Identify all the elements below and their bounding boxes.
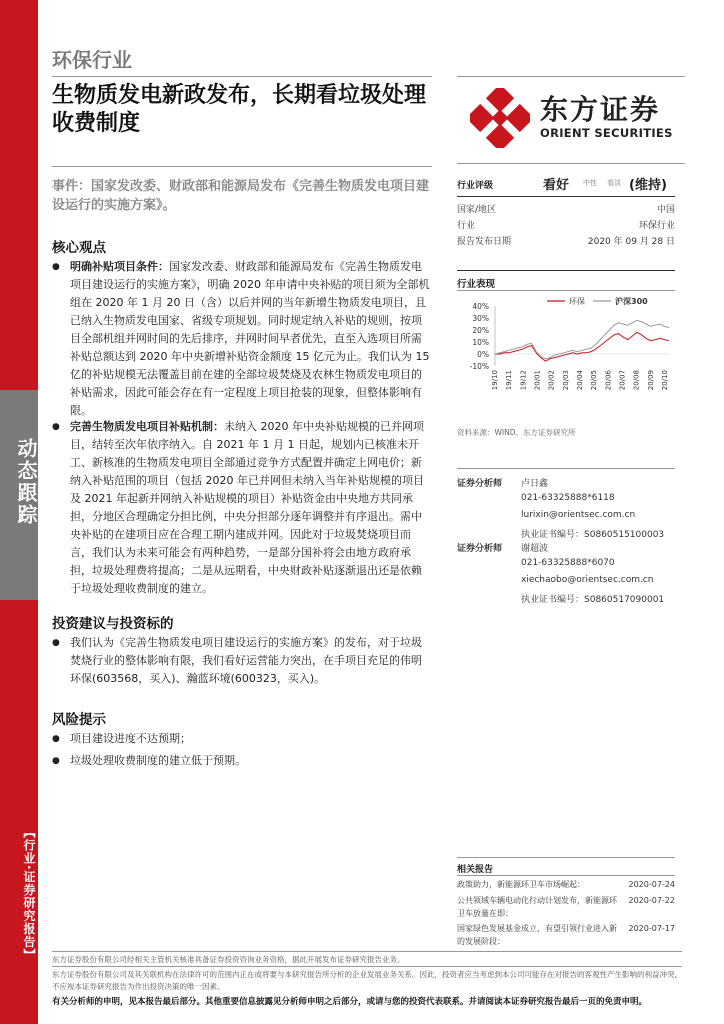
x-tick-label: 20/09 (646, 370, 655, 391)
related-report[interactable] (457, 878, 675, 891)
y-tick-label: 20% (472, 326, 489, 335)
info-key: 行业 (457, 221, 476, 231)
analyst-name: 谢超波 (521, 544, 549, 554)
bullet-icon: ● (52, 756, 60, 766)
header-rule (52, 76, 432, 77)
related-date: 2020-07-24 (628, 880, 675, 889)
core-point (52, 258, 432, 420)
x-tick-label: 20/06 (604, 370, 613, 391)
related-report[interactable] (457, 894, 675, 920)
related-rule (457, 875, 675, 876)
x-tick-label: 20/03 (561, 370, 570, 391)
invest-point (52, 634, 432, 688)
bullet-icon: ● (52, 638, 60, 648)
report-category-label: 【行业·证券研究报告】 (22, 826, 36, 962)
related-heading: 相关报告 (457, 865, 494, 875)
analyst-license: 执业证书编号：S0860515100003 (521, 530, 665, 540)
x-tick-label: 20/05 (590, 370, 599, 391)
x-tick-label: 20/10 (661, 370, 669, 391)
y-tick-label: -10% (469, 362, 489, 371)
analyst-rule (457, 468, 675, 469)
chart-title: 行业表现 (457, 279, 496, 290)
chart-rule (457, 270, 675, 271)
invest-heading: 投资建议与投资标的 (52, 616, 174, 632)
analyst-email[interactable]: xiechaobo@orientsec.com.cn (521, 575, 654, 585)
analyst-phone: 021-63325888*6070 (521, 558, 615, 568)
info-value: 中国 (656, 205, 675, 215)
bullet-icon: ● (52, 734, 60, 744)
x-tick-label: 20/04 (576, 370, 584, 391)
industry-label: 环保行业 (52, 48, 132, 72)
bullet-icon: ● (52, 422, 60, 432)
risk-item (52, 730, 432, 748)
side-bar-top (0, 0, 38, 390)
info-key: 报告发布日期 (457, 237, 512, 247)
point-text: 未纳入 2020 年中央补贴规模的已并网项目，结转至次年依序纳入。自 2021 年 1 月 1 日起，规划内已核准未开工、新核准的生物质发电项目全部通过竞争方式配置并确定上网电价；新纳入补贴范围的项目（包括 2020 年已并网但未纳入当年补贴规模的项目及 2021 年起新并网纳入补贴规模的项目）补贴资金由中央地方共同承担，分地区合理确定分担比例，中央分担部分逐年调整并有序退出。需中央补贴的在建项目应在合理工期内建成并网。因此对于垃圾焚烧项目而言，我们认为未来可能会有两种趋势，一是部分国补将会由地方政府承担，垃圾处理费将提高；二是从远期看，中央财政补贴逐渐退出还是依赖于垃圾处理收费制度的建立。 (70, 420, 424, 595)
logo-mark-icon (470, 88, 530, 148)
report-type-label: 动态跟踪 (14, 438, 38, 526)
risk-text: 垃圾处理收费制度的建立低于预期。 (70, 754, 246, 767)
x-tick-label: 20/02 (547, 370, 556, 391)
related-date: 2020-07-22 (628, 896, 675, 905)
rating-neutral: 中性 (583, 179, 597, 187)
core-heading: 核心观点 (52, 240, 106, 256)
point-lead: 完善生物质发电项目补贴机制： (70, 420, 224, 433)
x-tick-label: 19/12 (519, 370, 528, 391)
related-report[interactable] (457, 922, 675, 948)
logo-chinese-name: 东方证券 (540, 93, 661, 126)
chart-title-rule (457, 290, 675, 291)
related-title[interactable]: 公共领域车辆电动化行动计划发布，新能源环卫车放量在即： (457, 896, 617, 918)
y-tick-label: 10% (472, 338, 489, 347)
rating-rule (457, 196, 675, 197)
analyst-role: 证券分析师 (457, 479, 503, 489)
footer-rule (52, 951, 682, 952)
point-text: 国家发改委、财政部和能源局发布《完善生物质发电项目建设运行的实施方案》，明确 2020 年申请中央补贴的项目须为全部机组在 2020 年 1 月 20 日（含）以后并网的当年新增生物质发电项目，且已纳入生物质发电国家、省级专项规划。同时规定纳入补贴的规则，按项目全部机组并网时间的先后排序，并网时间早者优先，直至入选项目所需补贴总额达到 2020 年中央新增补贴资金额度 15 亿元为止。我们认为 15 亿的补贴规模无法覆盖目前在建的全部垃圾焚烧及农林生物质发电项目的补贴需求，因此可能会存在有一定程度上项目抢装的现象，但整体影响有限。 (70, 260, 430, 417)
footer-rule (52, 966, 682, 967)
info-key: 国家/地区 (457, 205, 497, 215)
header-rule-right (457, 76, 685, 77)
core-point (52, 418, 432, 598)
x-tick-label: 20/07 (618, 370, 627, 391)
info-value: 2020 年 09 月 28 日 (587, 237, 675, 247)
rating-maintain: (维持) (629, 178, 667, 193)
x-tick-label: 20/08 (632, 370, 641, 391)
disclaimer-line: 东方证券股份有限公司及其关联机构在法律许可的范围内正在或将要与本研究报告所分析的企业发展业务关系。因此，投资者应当考虑到本公司可能存在对报告的客观性产生影响的利益冲突，不应视本证券研究报告为作出投资决策的唯一因素。 (52, 970, 682, 991)
y-tick-label: 30% (472, 314, 489, 323)
bullet-icon: ● (52, 262, 60, 272)
report-title: 生物质发电新政发布，长期看垃圾处理收费制度 (52, 83, 427, 136)
event-summary: 事件：国家发改委、财政部和能源局发布《完善生物质发电项目建设运行的实施方案》。 (52, 179, 430, 213)
x-tick-label: 19/11 (505, 370, 514, 391)
rating-bearish: 看淡 (607, 179, 621, 187)
logo-english-name: ORIENT SECURITIES (540, 126, 673, 140)
analyst-name: 卢日鑫 (521, 479, 549, 489)
disclaimer-line: 东方证券股份有限公司经相关主管机关核准具备证券投资咨询业务资格，据此开展发布证券研究报告业务。 (52, 955, 405, 964)
risk-heading: 风险提示 (52, 712, 106, 728)
legend-label: 沪深300 (615, 297, 648, 306)
analyst-email[interactable]: lurixin@orientsec.com.cn (521, 510, 636, 520)
event-rule (52, 166, 432, 167)
risk-item (52, 752, 432, 770)
rating-good: 看好 (543, 178, 570, 193)
x-tick-label: 20/01 (533, 370, 542, 391)
right-rule (457, 163, 685, 164)
x-tick-label: 19/10 (491, 370, 499, 391)
legend-label: 环保 (569, 297, 585, 306)
related-rule-top (457, 857, 675, 858)
analyst-license: 执业证书编号：S0860517090001 (521, 595, 665, 605)
invest-text: 我们认为《完善生物质发电项目建设运行的实施方案》的发布，对于垃圾焚烧行业的整体影响有限，我们看好运营能力突出，在手项目充足的伟明环保(603568，买入)、瀚蓝环境(600323，买入)。 (70, 636, 422, 685)
risk-text: 项目建设进度不达预期； (70, 732, 191, 745)
rating-label: 行业评级 (457, 181, 494, 191)
point-lead: 明确补贴项目条件： (70, 260, 169, 273)
related-title[interactable]: 国家绿色发展基金成立，有望引领行业进入新的发展阶段： (457, 924, 617, 946)
related-title[interactable]: 政策助力，新能源环卫车市场崛起： (457, 880, 585, 889)
left-side-bar (0, 0, 38, 1024)
related-date: 2020-07-17 (628, 924, 675, 933)
y-tick-label: 40% (472, 302, 489, 311)
industry-rating (457, 174, 675, 192)
chart-source: 资料来源：WIND、东方证券研究所 (457, 428, 576, 437)
info-value: 环保行业 (638, 221, 675, 231)
analyst-phone: 021-63325888*6118 (521, 493, 615, 503)
industry-performance-chart (457, 296, 675, 406)
analyst-role: 证券分析师 (457, 544, 503, 554)
y-tick-label: 0% (477, 350, 489, 359)
company-logo (470, 88, 680, 148)
disclaimer-bold: 有关分析师的申明，见本报告最后部分。其他重要信息披露见分析师申明之后部分，或请与您的投资代表联系。并请阅读本证券研究报告最后一页的免责申明。 (52, 997, 648, 1007)
